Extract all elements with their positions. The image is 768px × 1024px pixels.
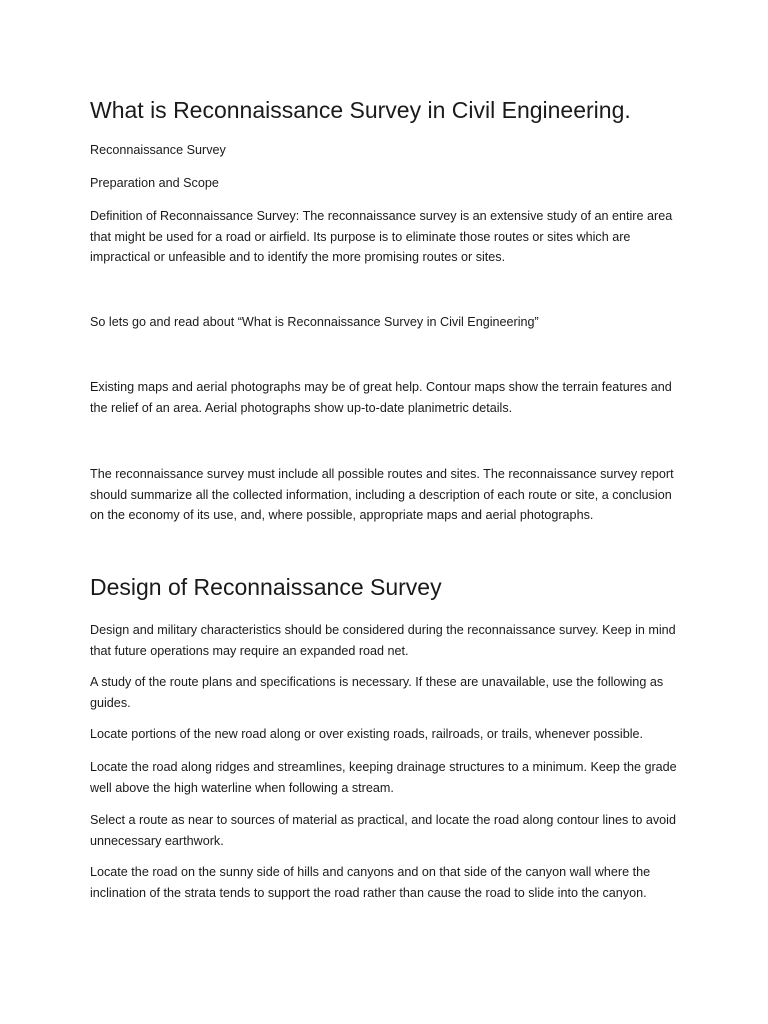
paragraph-subtitle: Reconnaissance Survey bbox=[90, 143, 226, 157]
paragraph-ridges: Locate the road along ridges and streamlines, keeping drainage structures to a minimum. Keep the grade well above the high waterline when following a stream. bbox=[90, 760, 677, 795]
paragraph-maps: Existing maps and aerial photographs may be of great help. Contour maps show the terrain features and the relief of an area. Aerial photographs show up-to-date planimetric details. bbox=[90, 380, 672, 415]
section-heading: Design of Reconnaissance Survey bbox=[90, 574, 442, 600]
paragraph-design: Design and military characteristics should be considered during the reconnaissance survey. Keep in mind that future operations may require an expanded road net. bbox=[90, 623, 676, 658]
paragraph-report: The reconnaissance survey must include all possible routes and sites. The reconnaissance survey report should summarize all the collected information, including a description of each route or site, a conclusion on the economy of its use, and, where possible, appropriate maps and aerial photographs. bbox=[90, 467, 674, 522]
paragraph-existing-roads: Locate portions of the new road along or over existing roads, railroads, or trails, whenever possible. bbox=[90, 727, 644, 741]
paragraph-route-plans: A study of the route plans and specifications is necessary. If these are unavailable, use the following as guides. bbox=[90, 675, 664, 710]
document-title: What is Reconnaissance Survey in Civil Engineering. bbox=[90, 97, 631, 123]
paragraph-materials: Select a route as near to sources of material as practical, and locate the road along contour lines to avoid unnecessary earthwork. bbox=[90, 813, 676, 848]
paragraph-sunny-side: Locate the road on the sunny side of hills and canyons and on that side of the canyon wall where the inclination of the strata tends to support the road rather than cause the road to slide into the canyon. bbox=[90, 865, 651, 900]
paragraph-preparation: Preparation and Scope bbox=[90, 176, 219, 190]
paragraph-definition: Definition of Reconnaissance Survey: The reconnaissance survey is an extensive study of an entire area that might be used for a road or airfield. Its purpose is to eliminate those routes or sites which are impractical or unfeasible and to identify the more promising routes or sites. bbox=[90, 209, 673, 264]
paragraph-lead-in: So lets go and read about “What is Reconnaissance Survey in Civil Engineering” bbox=[90, 315, 539, 329]
